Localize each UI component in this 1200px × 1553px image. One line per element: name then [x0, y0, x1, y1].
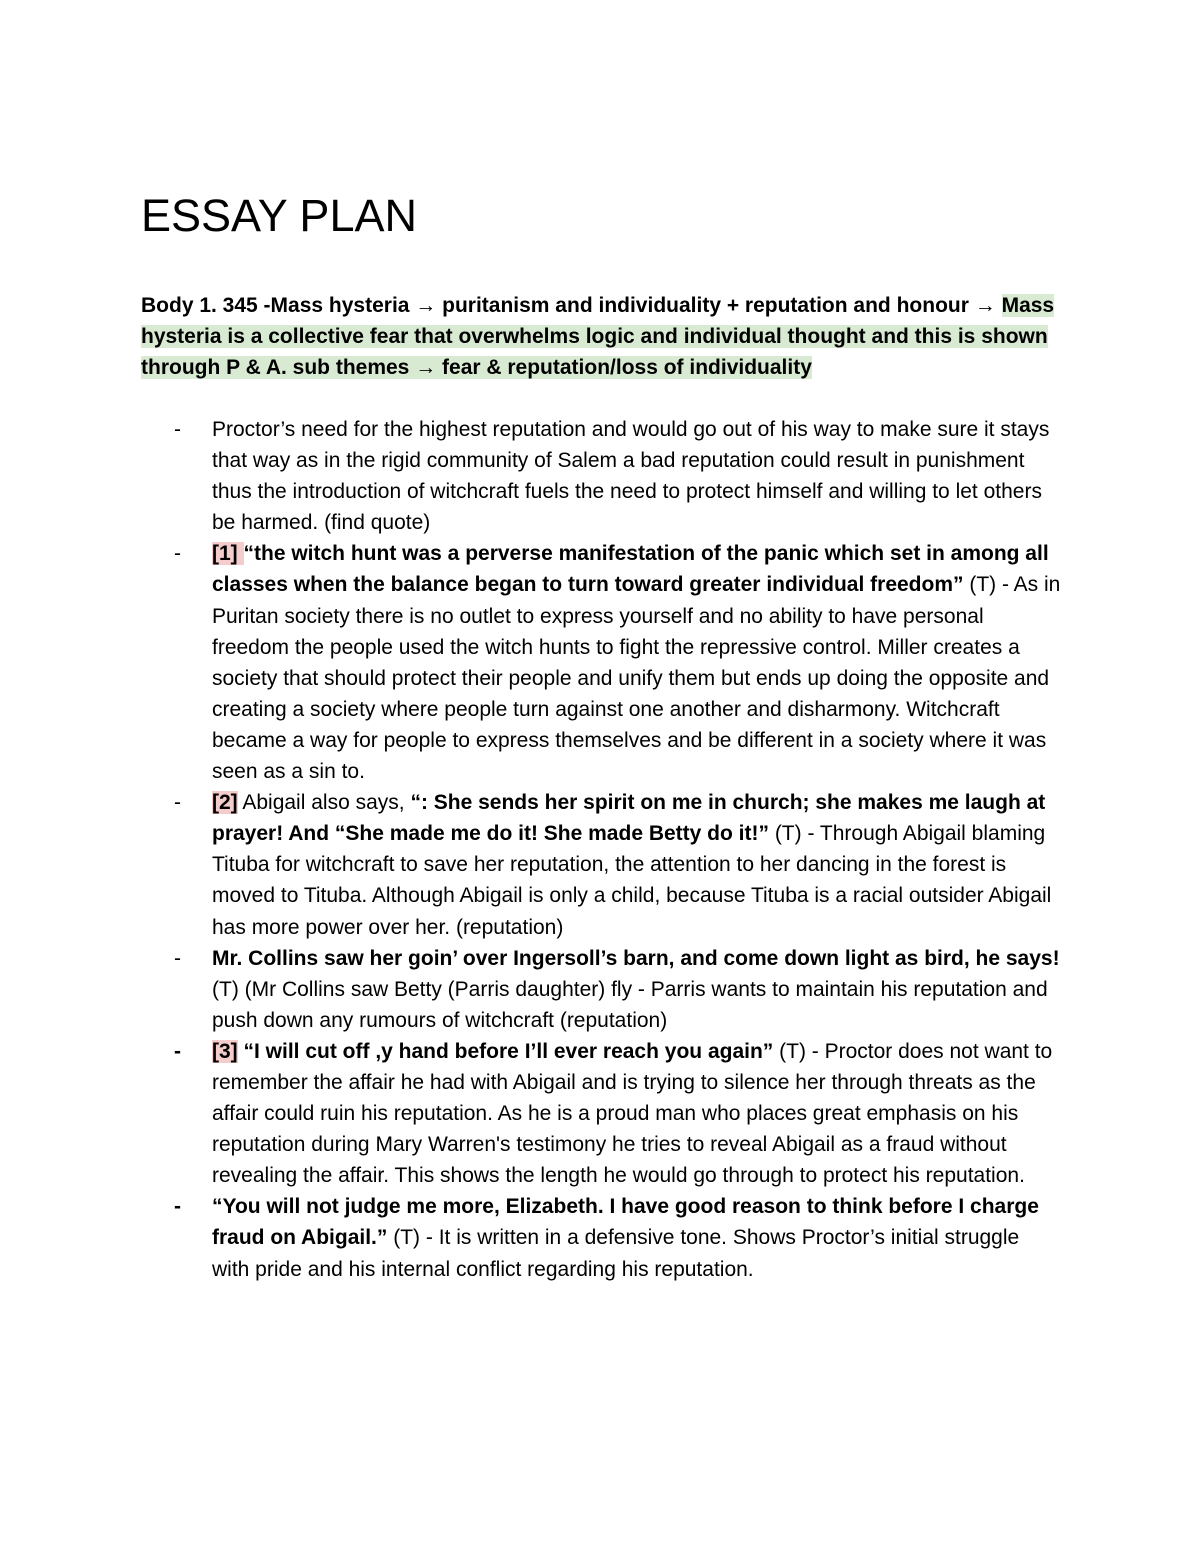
bullet-text: (T) - Proctor does not want to remember the affair he had with Abigail and is trying to silence her through threats as the affair could ruin his reputation. As he is a proud man who places great emphasis on his reputation during Mary Warren's testimony he tries to reveal Abigail as a fraud without revealing the affair. This shows the length he would go through to protect his reputation.: [212, 1039, 1053, 1188]
citation-tag: [2]: [212, 791, 238, 815]
list-item: [141, 787, 1061, 942]
bullet-list: [141, 414, 1061, 1285]
bullet-dash: -: [174, 1195, 181, 1219]
list-item: [141, 538, 1061, 787]
bullet-quote: “I will cut off ,y hand before I’ll ever reach you again”: [237, 1039, 774, 1063]
body-heading-text: Body 1. 345 -Mass hysteria → puritanism and individuality + reputation and honour →: [141, 294, 1002, 317]
bullet-text: (T) - It is written in a defensive tone. Shows Proctor’s initial struggle with pride and his internal conflict regarding his reputation.: [212, 1226, 1020, 1281]
bullet-quote: “You will not judge me more, Elizabeth. I have good reason to think before I charge fraud on Abigail.”: [212, 1195, 1039, 1250]
bullet-text: (T) - Through Abigail blaming Tituba for witchcraft to save her reputation, the attention to her dancing in the forest is moved to Tituba. Although Abigail is only a child, because Tituba is a racial outsider Abigail has more power over her. (reputation): [212, 822, 1052, 939]
bullet-lead: Abigail also says,: [237, 791, 411, 815]
bullet-quote: “: She sends her spirit on me in church; she makes me laugh at prayer! And “She made me do it! She made Betty do it!”: [212, 791, 1046, 846]
citation-tag: [1]: [212, 542, 244, 566]
bullet-text: (T) (Mr Collins saw Betty (Parris daughter) fly - Parris wants to maintain his reputation and push down any rumours of witchcraft (reputation): [212, 977, 1048, 1032]
list-item: [141, 1191, 1061, 1284]
list-item: [141, 1036, 1061, 1191]
bullet-dash: -: [174, 946, 181, 970]
bullet-quote: “the witch hunt was a perverse manifestation of the panic which set in among all classes when the balance began to turn toward greater individual freedom”: [212, 542, 1049, 597]
list-item: [141, 943, 1061, 1036]
body-heading-highlight: Mass hysteria is a collective fear that overwhelms logic and individual thought and this is shown through P & A. sub themes → fear & reputation/loss of individuality: [141, 294, 1055, 379]
bullet-dash: -: [174, 418, 181, 441]
bullet-dash: -: [174, 1039, 181, 1063]
body-heading: [141, 290, 1061, 383]
page-title: ESSAY PLAN: [141, 190, 417, 241]
bullet-dash: -: [174, 791, 181, 815]
list-item: [141, 414, 1061, 538]
bullet-text: (T) - As in Puritan society there is no outlet to express yourself and no ability to have personal freedom the people used the witch hunts to fight the repressive control. Miller creates a society that should protect their people and unify them but ends up doing the opposite and creating a society where people turn against one another and disharmony. Witchcraft became a way for people to express themselves and be different in a society where it was seen as a sin to.: [212, 573, 1061, 784]
bullet-text: Proctor’s need for the highest reputation and would go out of his way to make sure it stays that way as in the rigid community of Salem a bad reputation could result in punishment thus the introduction of witchcraft fuels the need to protect himself and willing to let others be harmed. (find quote): [212, 418, 1050, 535]
citation-tag: [3]: [212, 1039, 238, 1063]
bullet-quote: Mr. Collins saw her goin’ over Ingersoll’s barn, and come down light as bird, he says!: [212, 946, 1060, 970]
bullet-dash: -: [174, 542, 181, 566]
